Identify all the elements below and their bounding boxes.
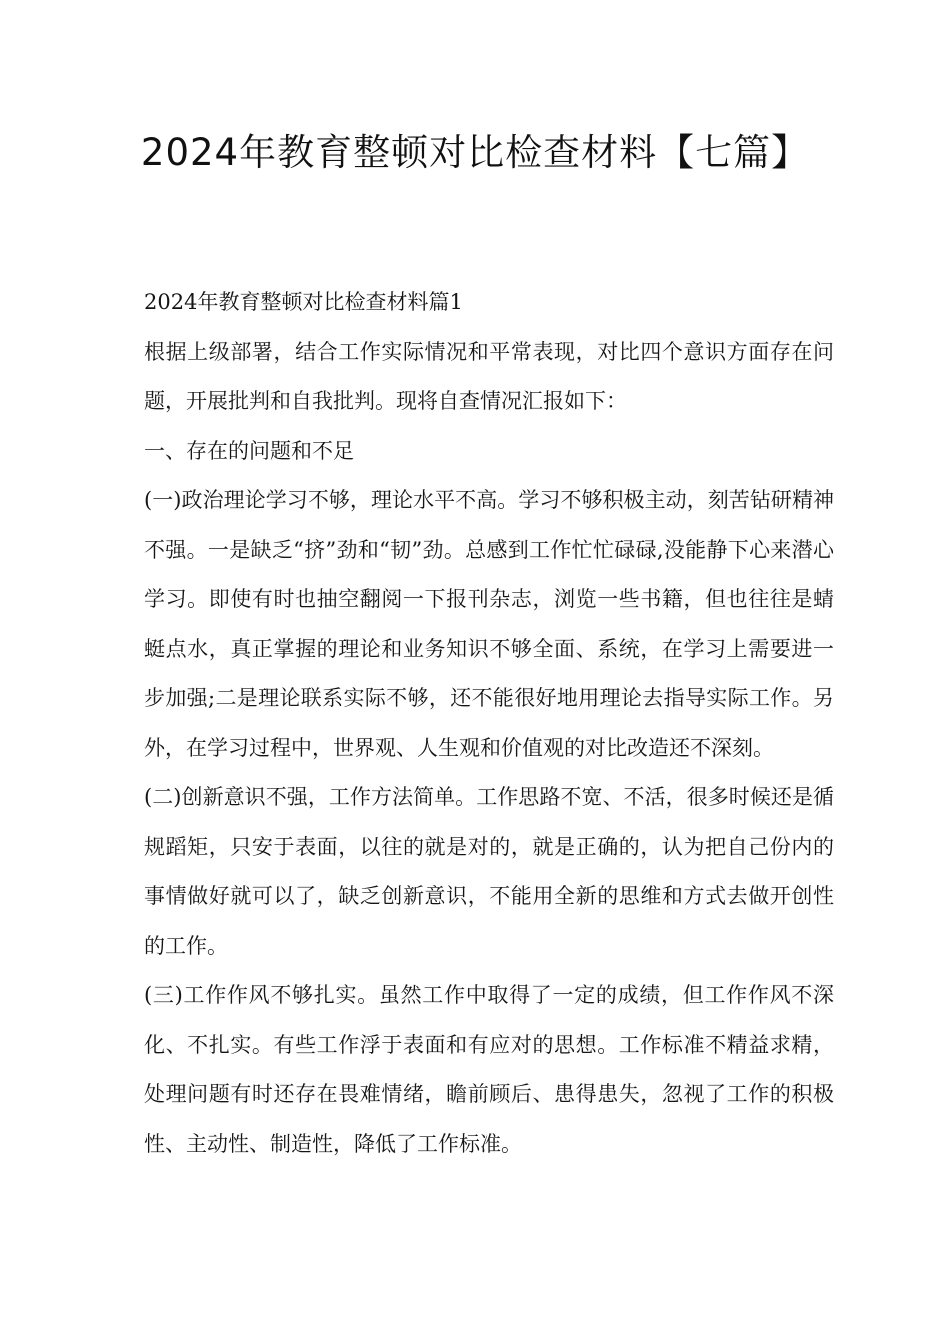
body-paragraph: (三)工作作风不够扎实。虽然工作中取得了一定的成绩，但工作作风不深化、不扎实。有些工作浮于表面和有应对的思想。工作标准不精益求精，处理问题有时还存在畏难情绪，瞻前顾后、患得患失，忽视了工作的积极性、主动性、制造性，降低了工作标准。 bbox=[144, 983, 834, 1156]
section-heading: 2024年教育整顿对比检查材料篇1 bbox=[144, 290, 463, 314]
body-paragraph: (一)政治理论学习不够，理论水平不高。学习不够积极主动，刻苦钻研精神不强。一是缺乏“挤”劲和“韧”劲。总感到工作忙忙碌碌,没能静下心来潜心学习。即使有时也抽空翻阅一下报刊杂志，浏览一些书籍，但也往往是蜻蜓点水，真正掌握的理论和业务知识不够全面、系统，在学习上需要进一步加强;二是理论联系实际不够，还不能很好地用理论去指导实际工作。另外，在学习过程中，世界观、人生观和价值观的对比改造还不深刻。 bbox=[144, 488, 834, 760]
document-title: 2024年教育整顿对比检查材料【七篇】 bbox=[140, 131, 810, 174]
document-body bbox=[144, 278, 834, 1169]
body-paragraph: (二)创新意识不强，工作方法简单。工作思路不宽、不活，很多时候还是循规蹈矩，只安于表面，以往的就是对的，就是正确的，认为把自己份内的事情做好就可以了，缺乏创新意识，不能用全新的思维和方式去做开创性的工作。 bbox=[144, 785, 834, 958]
subsection-heading: 一、存在的问题和不足 bbox=[144, 438, 354, 463]
body-paragraph: 根据上级部署，结合工作实际情况和平常表现，对比四个意识方面存在问题，开展批判和自我批判。现将自查情况汇报如下： bbox=[144, 339, 834, 413]
